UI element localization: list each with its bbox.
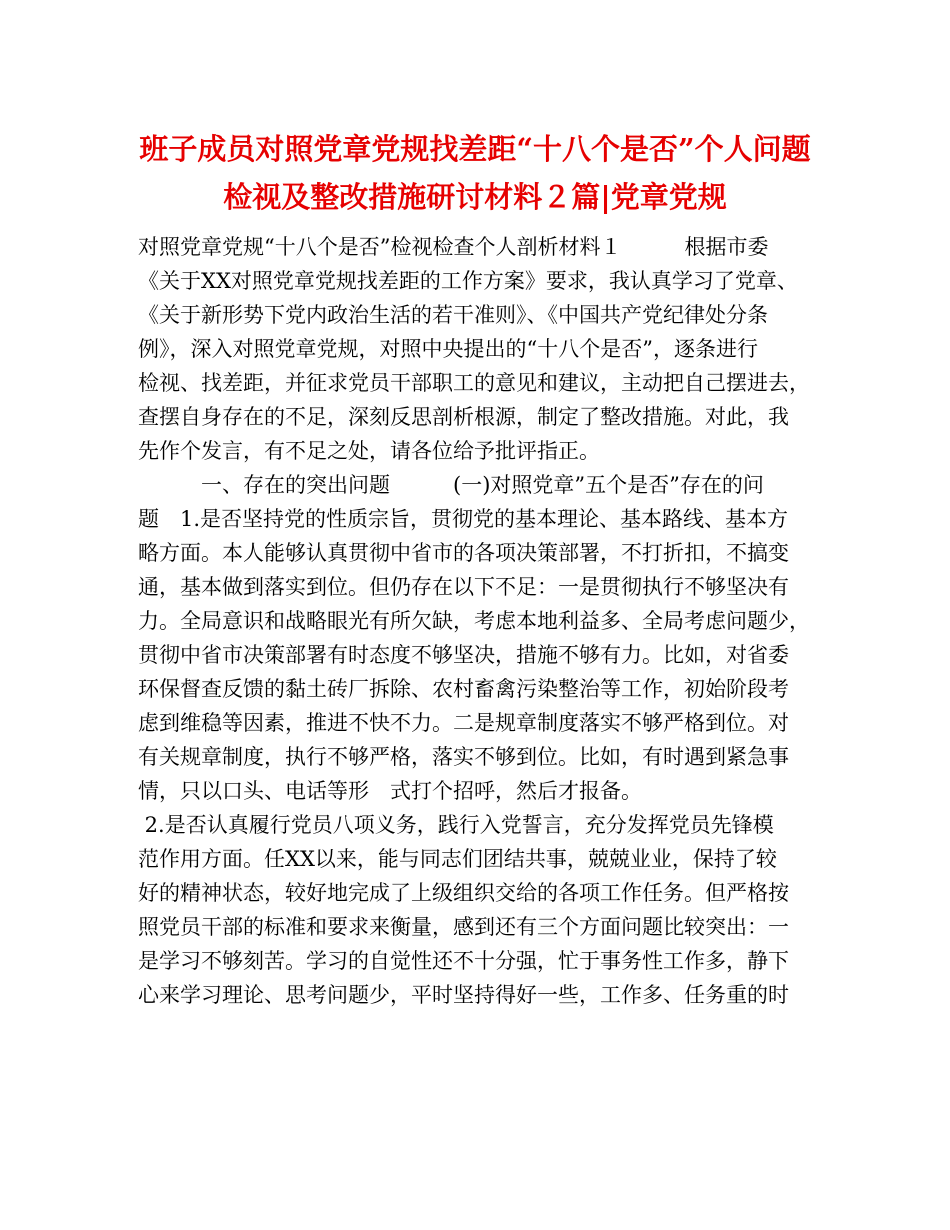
body-line: 有关规章制度，执行不够严格，落实不够到位。比如，有时遇到紧急事 <box>138 745 789 769</box>
document-title-line-2: 检视及整改措施研讨材料２篇|党章党规 <box>223 180 727 214</box>
body-line: 力。全局意识和战略眼光有所欠缺，考虑本地利益多、全局考虑问题少， <box>138 609 810 633</box>
body-line: 《关于新形势下党内政治生活的若干准则》、《中国共产党纪律处分条 <box>138 303 768 327</box>
body-line: 一、存在的突出问题 (一)对照党章”五个是否”存在的问 <box>138 473 764 497</box>
body-line: 检视、找差距，并征求党员干部职工的意见和建议，主动把自己摆进去， <box>138 371 810 395</box>
body-line: 对照党章党规“十八个是否”检视检查个人剖析材料１ 根据市委 <box>138 235 769 259</box>
body-line: 例》，深入对照党章党规，对照中央提出的“十八个是否”，逐条进行 <box>138 337 758 361</box>
body-line: 先作个发言，有不足之处，请各位给予批评指正。 <box>138 439 600 463</box>
body-line: 范作用方面。任XX以来，能与同志们团结共事，兢兢业业，保持了较 <box>138 847 777 871</box>
body-line: 题 1.是否坚持党的性质宗旨，贯彻党的基本理论、基本路线、基本方 <box>138 507 789 531</box>
body-line: 通，基本做到落实到位。但仍存在以下不足：一是贯彻执行不够坚决有 <box>138 575 789 599</box>
body-line: 贯彻中省市决策部署有时态度不够坚决，措施不够有力。比如，对省委 <box>138 643 789 667</box>
body-line: 环保督查反馈的黏土砖厂拆除、农村畜禽污染整治等工作，初始阶段考 <box>138 677 789 701</box>
body-line: 是学习不够刻苦。学习的自觉性还不十分强，忙于事务性工作多，静下 <box>138 949 789 973</box>
body-line: 略方面。本人能够认真贯彻中省市的各项决策部署，不打折扣，不搞变 <box>138 541 789 565</box>
body-line: 照党员干部的标准和要求来衡量，感到还有三个方面问题比较突出：一 <box>138 915 789 939</box>
body-line: 好的精神状态，较好地完成了上级组织交给的各项工作任务。但严格按 <box>138 881 789 905</box>
document-title-line-1: 班子成员对照党章党规找差距“十八个是否”个人问题 <box>139 132 811 166</box>
body-line: 情，只以口头、电话等形 式打个招呼，然后才报备。 <box>138 779 642 803</box>
body-line: 《关于XX对照党章党规找差距的工作方案》要求，我认真学习了党章、 <box>138 269 798 293</box>
body-line: 2.是否认真履行党员八项义务，践行入党誓言，充分发挥党员先锋模 <box>138 813 774 837</box>
body-line: 虑到维稳等因素，推进不快不力。二是规章制度落实不够严格到位。对 <box>138 711 789 735</box>
body-line: 查摆自身存在的不足，深刻反思剖析根源，制定了整改措施。对此，我 <box>138 405 789 429</box>
body-line: 心来学习理论、思考问题少，平时坚持得好一些，工作多、任务重的时 <box>138 983 789 1007</box>
